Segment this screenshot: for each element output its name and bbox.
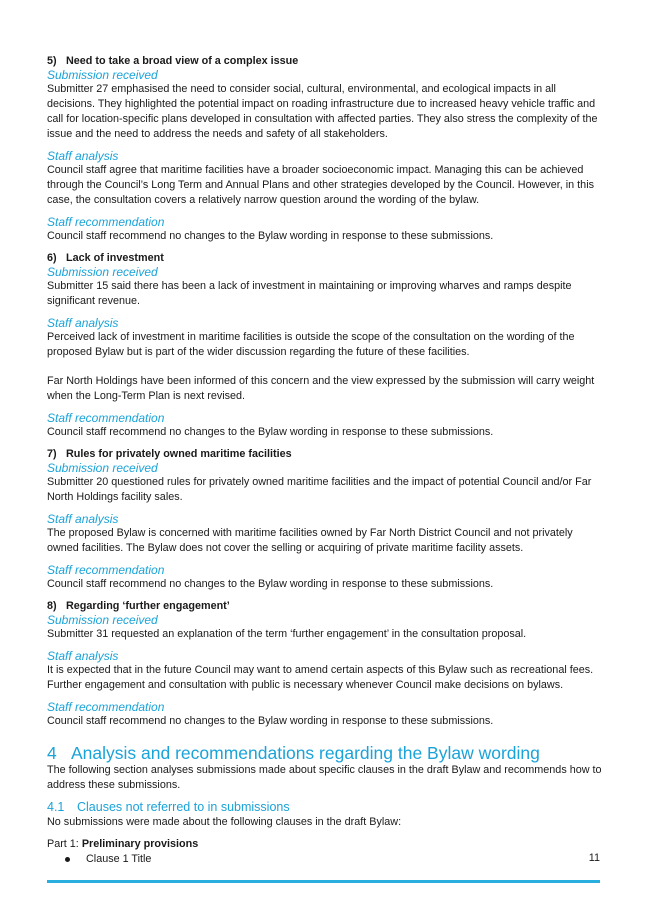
analysis-text: It is expected that in the future Council may want to amend certain aspects of this Bylaw such as recreational fees. Further engagement and consultation with public is necessary whenever Council make decisions on bylaws. <box>47 664 594 691</box>
analysis-label: Staff analysis <box>47 512 119 526</box>
page-number: 11 <box>588 852 600 864</box>
bullet-icon <box>65 857 70 862</box>
submission-text: Submitter 20 questioned rules for privately owned maritime facilities and the impact of potential Council and/or Far North Holdings facility sales. <box>47 476 592 503</box>
section-6 <box>47 251 602 440</box>
subsection-heading: 4.1 Clauses not referred to in submissions <box>47 800 290 814</box>
section-5 <box>47 54 602 244</box>
section-heading: 7) Rules for privately owned maritime facilities <box>47 448 292 460</box>
analysis-label: Staff analysis <box>47 649 119 663</box>
recommendation-text: Council staff recommend no changes to the Bylaw wording in response to these submissions. <box>47 230 494 242</box>
submission-label: Submission received <box>47 613 158 627</box>
section-heading: 8) Regarding ‘further engagement’ <box>47 600 230 612</box>
submission-text: Submitter 31 requested an explanation of the term ‘further engagement’ in the consultation proposal. <box>47 628 527 640</box>
part-heading: Part 1: Preliminary provisions <box>47 838 199 850</box>
document-page <box>47 54 602 867</box>
recommendation-text: Council staff recommend no changes to the Bylaw wording in response to these submissions. <box>47 715 494 727</box>
recommendation-label: Staff recommendation <box>47 215 165 229</box>
section-heading: 6) Lack of investment <box>47 252 164 264</box>
section-heading: 5) Need to take a broad view of a complex issue <box>47 55 299 67</box>
subsection-text: No submissions were made about the following clauses in the draft Bylaw: <box>47 816 402 828</box>
analysis-text-2: Far North Holdings have been informed of this concern and the view expressed by the submission will carry weight when the Long-Term Plan is next revised. <box>47 375 595 402</box>
analysis-label: Staff analysis <box>47 149 119 163</box>
list-item: Clause 1 Title <box>47 852 602 867</box>
recommendation-text: Council staff recommend no changes to the Bylaw wording in response to these submissions. <box>47 426 494 438</box>
submission-label: Submission received <box>47 265 158 279</box>
recommendation-label: Staff recommendation <box>47 563 165 577</box>
analysis-text: Perceived lack of investment in maritime facilities is outside the scope of the consultation on the wording of the proposed Bylaw but is part of the wider discussion regarding the future of these facilities. <box>47 331 575 358</box>
section-8 <box>47 599 602 729</box>
recommendation-label: Staff recommendation <box>47 700 165 714</box>
analysis-text: Council staff agree that maritime facilities have a broader socioeconomic impact. Managing this can be achieved through the Council’s Long Term and Annual Plans and other strategies developed by the Council. However, in this case, the consultation covers a relatively narrow question around the wording of the bylaw. <box>47 164 594 206</box>
submission-label: Submission received <box>47 68 158 82</box>
section-7 <box>47 447 602 592</box>
analysis-label: Staff analysis <box>47 316 119 330</box>
submission-text: Submitter 27 emphasised the need to consider social, cultural, environmental, and ecological impacts in all decisions. They highlighted the potential impact on roading infrastructure due to increased heavy vehicle traffic and call for location-specific plans developed in consultation with affected parties. They also stress the complexity of the issue and the need to address the needs and safety of all stakeholders. <box>47 83 598 140</box>
submission-label: Submission received <box>47 461 158 475</box>
submission-text: Submitter 15 said there has been a lack of investment in maintaining or improving wharves and ramps despite significant revenue. <box>47 280 572 307</box>
analysis-text: The proposed Bylaw is concerned with maritime facilities owned by Far North District Council and not privately owned facilities. The Bylaw does not cover the selling or acquiring of private maritime facility assets. <box>47 527 573 554</box>
recommendation-text: Council staff recommend no changes to the Bylaw wording in response to these submissions. <box>47 578 494 590</box>
chapter-intro-text: The following section analyses submissions made about specific clauses in the draft Bylaw and recommends how to address these submissions. <box>47 764 602 791</box>
footer-rule <box>47 880 600 883</box>
recommendation-label: Staff recommendation <box>47 411 165 425</box>
chapter-heading: 4 Analysis and recommendations regarding the Bylaw wording <box>47 743 540 763</box>
